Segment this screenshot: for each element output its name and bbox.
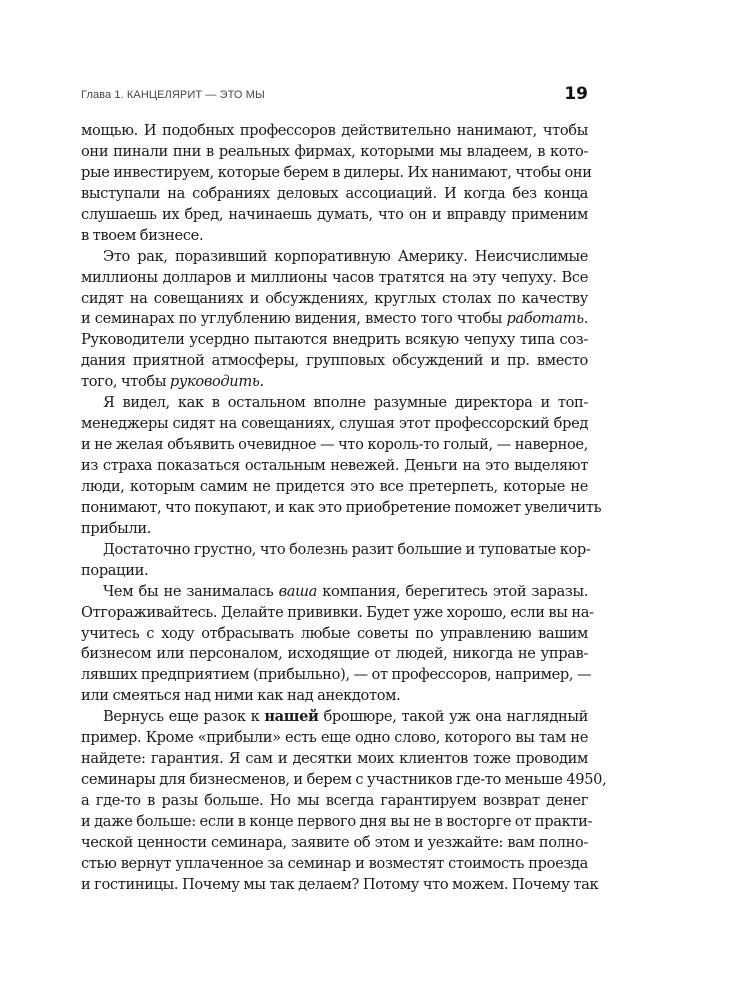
text-line xyxy=(81,268,588,289)
text-run: ческой ценности семинара, заявите об этом и уезжайте: вам полно- xyxy=(81,833,588,851)
text-run: . xyxy=(583,310,588,328)
italic-text: руководить xyxy=(169,373,260,391)
text-run: и не желая объявить очевидное — что король-то голый, — наверное, xyxy=(81,436,588,454)
text-run: стью вернут уплаченное за семинар и возместят стоимость проезда xyxy=(81,854,588,872)
text-run: Я видел, как в остальном вполне разумные директора и топ- xyxy=(103,394,588,412)
paragraph xyxy=(81,393,602,540)
text-line xyxy=(81,833,588,854)
text-line xyxy=(81,393,588,414)
text-run: а где-то в разы больше. Но мы всегда гарантируем возврат денег xyxy=(81,792,588,809)
text-line xyxy=(81,686,588,707)
text-run: и гостиницы. Почему мы так делаем? Потому что можем. Почему так xyxy=(81,875,599,893)
paragraph xyxy=(81,540,591,582)
text-line xyxy=(81,435,588,456)
text-line xyxy=(81,854,588,875)
bold-text: нашей xyxy=(264,708,319,726)
text-line xyxy=(81,582,588,603)
text-run: менеджеры сидят на совещаниях, слушая этот профессорский бред xyxy=(81,415,588,433)
paragraph xyxy=(81,707,607,895)
text-line xyxy=(81,665,592,686)
running-header xyxy=(81,84,588,106)
text-line xyxy=(81,561,588,582)
text-run: компания, берегитесь этой заразы. xyxy=(316,582,588,600)
text-line xyxy=(81,477,588,498)
text-run: рые инвестируем, которые берем в дилеры. Их нанимают, чтобы они xyxy=(81,163,592,181)
text-run: дания приятной атмосферы, групповых обсуждений и пр. вместо xyxy=(81,352,588,370)
text-line xyxy=(81,351,588,372)
text-line xyxy=(81,791,588,812)
text-run: понимают, что покупают, и как это приобретение поможет увеличить xyxy=(81,498,602,516)
text-run: люди, которым самим не придется это все претерпеть, которые не xyxy=(81,477,588,495)
text-run: . xyxy=(259,373,264,391)
text-run: Чем бы не занималась xyxy=(103,582,279,600)
text-run: выступали на собраниях деловых ассоциаций. И когда без конца xyxy=(81,184,588,202)
text-run: учитесь с ходу отбрасывать любые советы по управлению вашим xyxy=(81,624,588,642)
text-run: семинары для бизнесменов, и берем с участников где-то меньше 4950, xyxy=(81,771,607,789)
text-line xyxy=(81,812,593,833)
text-run: лявших предприятием (прибыльно), — от профессоров, например, — xyxy=(81,666,592,684)
text-run: Это рак, поразивший корпоративную Америку. Неисчислимые xyxy=(103,247,588,265)
text-line xyxy=(81,707,588,728)
text-run: из страха показаться остальным невежей. Деньги на это выделяют xyxy=(81,457,588,474)
text-run: и семинарах по углублению видения, вместо того чтобы xyxy=(81,310,507,328)
paragraph xyxy=(81,582,594,708)
text-run: порации. xyxy=(81,561,149,579)
text-line xyxy=(81,142,588,163)
text-line xyxy=(81,603,594,624)
text-run: Отгораживайтесь. Делайте прививки. Будет уже хорошо, если вы на- xyxy=(81,603,594,621)
text-run: и даже больше: если в конце первого дня вы не в восторге от практи- xyxy=(81,812,593,830)
text-run: пример. Кроме «прибыли» есть еще одно слово, которого вы там не xyxy=(81,729,588,747)
text-run: сидят на совещаниях и обсуждениях, круглых столах по качеству xyxy=(81,289,588,307)
body-text xyxy=(81,121,607,896)
text-run: Вернусь еще разок к xyxy=(103,708,265,726)
text-line xyxy=(81,498,602,519)
page-number: 19 xyxy=(564,84,588,104)
text-run: прибыли. xyxy=(81,519,152,537)
text-line xyxy=(81,372,588,393)
text-run: в твоем бизнесе. xyxy=(81,226,204,244)
text-run: миллионы долларов и миллионы часов тратятся на эту чепуху. Все xyxy=(81,268,588,286)
text-line xyxy=(81,309,588,330)
text-run: Достаточно грустно, что болезнь разит большие и туповатые кор- xyxy=(103,540,591,558)
text-run: брошюре, такой уж она наглядный xyxy=(318,708,589,726)
italic-text: работать xyxy=(506,310,584,328)
text-run: найдете: гарантия. Я сам и десятки моих клиентов тоже проводим xyxy=(81,750,588,768)
paragraph xyxy=(81,121,592,247)
text-run: бизнесом или персоналом, исходящие от людей, никогда не управ- xyxy=(81,645,588,663)
text-line xyxy=(81,728,588,749)
text-line xyxy=(81,247,588,268)
text-run: мощью. И подобных профессоров действительно нанимают, чтобы xyxy=(81,122,588,139)
text-line xyxy=(81,330,588,351)
text-line xyxy=(81,163,592,184)
paragraph xyxy=(81,247,588,394)
text-line xyxy=(81,749,588,770)
text-run: слушаешь их бред, начинаешь думать, что он и вправду применим xyxy=(81,205,588,223)
text-line xyxy=(81,289,588,310)
text-run: или смеяться над ними как над анекдотом. xyxy=(81,687,401,705)
text-line xyxy=(81,226,588,247)
text-run: того, чтобы xyxy=(81,373,170,391)
text-run: они пинали пни в реальных фирмах, которыми мы владеем, в кото- xyxy=(81,142,588,160)
text-line xyxy=(81,414,588,435)
text-run: Руководители усердно пытаются внедрить всякую чепуху типа соз- xyxy=(81,331,588,349)
text-line xyxy=(81,456,588,477)
italic-text: ваша xyxy=(278,582,317,600)
text-line xyxy=(81,624,588,645)
running-title: Глава 1. КАНЦЕЛЯРИТ — ЭТО МЫ xyxy=(81,89,265,101)
text-line xyxy=(81,644,588,665)
text-line xyxy=(81,121,588,142)
text-line xyxy=(81,875,599,896)
text-line xyxy=(81,184,588,205)
text-line xyxy=(81,540,591,561)
text-line xyxy=(81,770,607,791)
text-line xyxy=(81,205,588,226)
text-line xyxy=(81,519,588,540)
